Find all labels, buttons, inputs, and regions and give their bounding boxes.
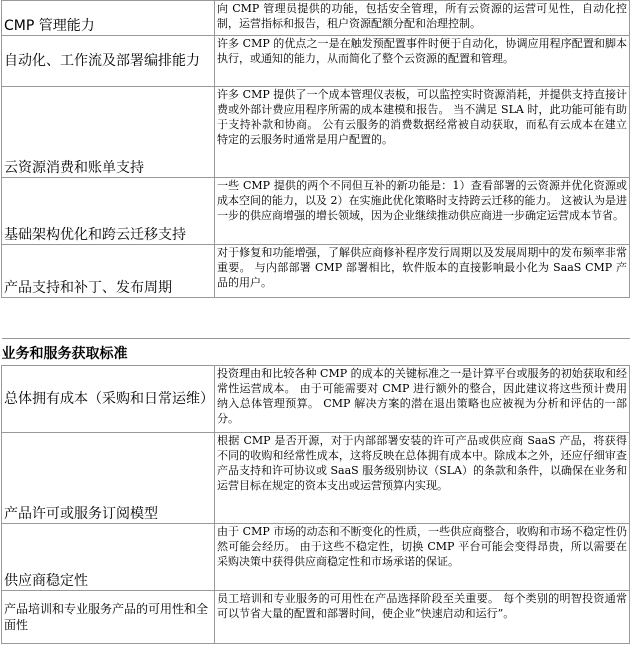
section-title: 业务和服务获取标准 — [2, 339, 630, 366]
criterion-description: 许多 CMP 提供了一个成本管理仪表板，可以监控实时资源消耗，并提供支持直接计费或外部计费应用程序所需的成本建模和报告。 当不满足 SLA 时，此功能可能有助于支持补款和协商。 公有云服务的消费数据经常被自动获取，而私有云成本在建立特定的云服务时通常是用户配置的。 — [215, 87, 630, 178]
criterion-label: 总体拥有成本（采购和日常运维） — [2, 366, 215, 433]
table-row — [2, 591, 630, 644]
table-row — [2, 36, 630, 87]
criterion-description: 员工培训和专业服务的可用性在产品选择阶段至关重要。 每个类别的明智投资通常可以节省大量的配置和部署时间，使企业“快速启动和运行”。 — [215, 591, 630, 644]
criterion-description: 向 CMP 管理员提供的功能，包括安全管理，所有云资源的运营可见性，自动化控制，运营指标和报告，租户资源配额分配和治理控制。 — [215, 1, 630, 36]
section-header-row — [2, 339, 630, 366]
table-row — [2, 178, 630, 245]
criterion-label: 自动化、工作流及部署编排能力 — [2, 36, 215, 87]
spacer-row — [2, 298, 630, 339]
table-row — [2, 87, 630, 178]
cmp-criteria-table — [1, 0, 630, 644]
criterion-description: 对于修复和功能增强，了解供应商修补程序发行周期以及发展周期中的发布频率非常重要。 与内部部署 CMP 部署相比，软件版本的直接影响最小化为 SaaS CMP 产品的用户。 — [215, 245, 630, 298]
criterion-label: CMP 管理能力 — [2, 1, 215, 36]
criterion-description: 一些 CMP 提供的两个不同但互补的新功能是：1）查看部署的云资源并优化资源或成本空间的能力，以及 2）在实施此优化策略时支持跨云迁移的能力。 这被认为是进一步的供应商增强的增长领域，因为企业继续推动供应商进一步确定运营成本节省。 — [215, 178, 630, 245]
criterion-label: 产品支持和补丁、发布周期 — [2, 245, 215, 298]
criterion-label: 云资源消费和账单支持 — [2, 87, 215, 178]
criterion-description: 根据 CMP 是否开源，对于内部部署安装的许可产品或供应商 SaaS 产品，将获得不同的收购和经常性成本，这将反映在总体拥有成本中。除成本之外，还应仔细审查产品支持和许可协议或 SaaS 服务级别协议（SLA）的条款和条件，以确保在业务和运营目标在规定的资本支出或运营预算内实现。 — [215, 433, 630, 524]
document — [1, 0, 630, 644]
spacer-cell — [2, 298, 630, 339]
criterion-label: 产品培训和专业服务产品的可用性和全面性 — [2, 591, 215, 644]
table-row — [2, 433, 630, 524]
criterion-description: 由于 CMP 市场的动态和不断变化的性质，一些供应商整合，收购和市场不稳定性仍然可能会经历。 由于这些不稳定性，切换 CMP 平台可能会变得昂贵，所以需要在采购决策中获得供应商稳定性和市场承诺的保证。 — [215, 524, 630, 591]
criterion-label: 基础架构优化和跨云迁移支持 — [2, 178, 215, 245]
criterion-description: 许多 CMP 的优点之一是在触发预配置事件时便于自动化，协调应用程序配置和脚本执行，或通知的能力，从而简化了整个云资源的配置和管理。 — [215, 36, 630, 87]
table-row — [2, 366, 630, 433]
criterion-label: 供应商稳定性 — [2, 524, 215, 591]
criterion-label: 产品许可或服务订阅模型 — [2, 433, 215, 524]
table-row — [2, 245, 630, 298]
table-row — [2, 524, 630, 591]
table-row — [2, 1, 630, 36]
criterion-description: 投资理由和比较各种 CMP 的成本的关键标准之一是计算平台或服务的初始获取和经常性运营成本。 由于可能需要对 CMP 进行额外的整合，因此建议将这些预计费用纳入总体管理预算。 CMP 解决方案的潜在退出策略也应被视为分析和评估的一部分。 — [215, 366, 630, 433]
